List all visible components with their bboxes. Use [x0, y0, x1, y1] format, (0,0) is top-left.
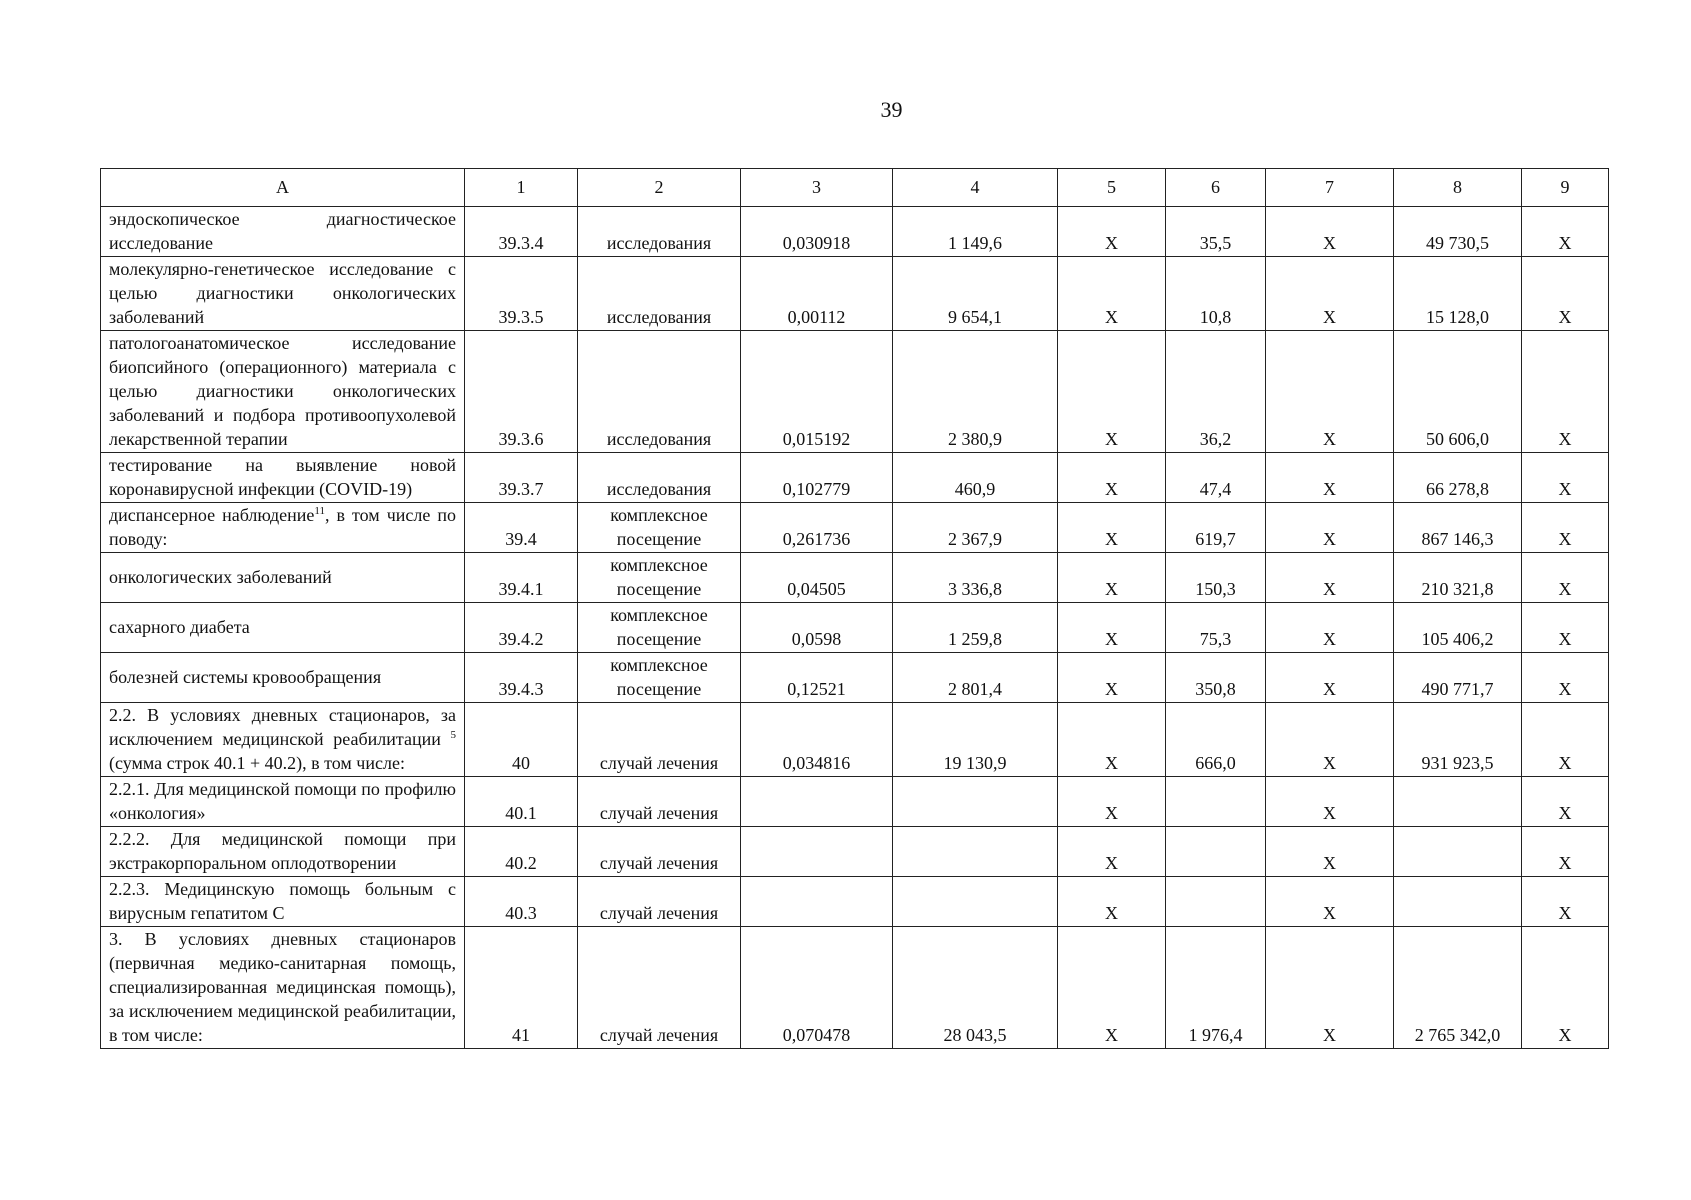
value-cell: 867 146,3	[1394, 503, 1522, 553]
row-description: сахарного диабета	[101, 603, 465, 653]
value-cell: 105 406,2	[1394, 603, 1522, 653]
row-number-cell: 40.1	[465, 777, 578, 827]
row-number-cell: 40.2	[465, 827, 578, 877]
value-cell	[741, 877, 893, 927]
row-number-cell: 39.3.5	[465, 257, 578, 331]
value-cell: X	[1058, 927, 1166, 1049]
value-cell	[1166, 877, 1266, 927]
table-row	[101, 207, 1609, 257]
value-cell: 0,0598	[741, 603, 893, 653]
row-description: 3. В условиях дневных стационаров (первичная медико-санитарная помощь, специализированная медицинская помощь), за исключением медицинской реабилитации, в том числе:	[101, 927, 465, 1049]
row-description: 2.2.1. Для медицинской помощи по профилю «онкология»	[101, 777, 465, 827]
value-cell: 210 321,8	[1394, 553, 1522, 603]
value-cell: 2 367,9	[893, 503, 1058, 553]
value-cell: X	[1058, 257, 1166, 331]
row-number-cell: 39.3.7	[465, 453, 578, 503]
value-cell: X	[1058, 703, 1166, 777]
value-cell: 10,8	[1166, 257, 1266, 331]
value-cell: X	[1058, 653, 1166, 703]
row-number-cell: 39.3.4	[465, 207, 578, 257]
unit-cell: случай лечения	[578, 703, 741, 777]
value-cell: 0,12521	[741, 653, 893, 703]
value-cell: X	[1522, 453, 1609, 503]
value-cell: 0,00112	[741, 257, 893, 331]
value-cell	[1394, 827, 1522, 877]
unit-cell: комплексное посещение	[578, 653, 741, 703]
value-cell: 2 380,9	[893, 331, 1058, 453]
value-cell: X	[1266, 927, 1394, 1049]
value-cell: 36,2	[1166, 331, 1266, 453]
value-cell: 0,034816	[741, 703, 893, 777]
value-cell: 0,030918	[741, 207, 893, 257]
value-cell	[741, 827, 893, 877]
column-header: 4	[893, 169, 1058, 207]
column-header: 7	[1266, 169, 1394, 207]
value-cell: 1 976,4	[1166, 927, 1266, 1049]
value-cell: 619,7	[1166, 503, 1266, 553]
value-cell: 50 606,0	[1394, 331, 1522, 453]
column-header: А	[101, 169, 465, 207]
table-row	[101, 257, 1609, 331]
value-cell: 2 765 342,0	[1394, 927, 1522, 1049]
row-description: болезней системы кровообращения	[101, 653, 465, 703]
unit-cell: случай лечения	[578, 877, 741, 927]
value-cell: X	[1058, 331, 1166, 453]
value-cell: X	[1266, 703, 1394, 777]
unit-cell: случай лечения	[578, 927, 741, 1049]
unit-cell: случай лечения	[578, 827, 741, 877]
value-cell: X	[1266, 777, 1394, 827]
row-description: молекулярно-генетическое исследование с целью диагностики онкологических заболеваний	[101, 257, 465, 331]
row-description: тестирование на выявление новой коронавирусной инфекции (COVID-19)	[101, 453, 465, 503]
row-description: диспансерное наблюдение$^{11}$, в том числе по поводу:	[101, 503, 465, 553]
value-cell: X	[1058, 603, 1166, 653]
value-cell: X	[1522, 207, 1609, 257]
value-cell: 460,9	[893, 453, 1058, 503]
value-cell: X	[1058, 877, 1166, 927]
value-cell	[1394, 777, 1522, 827]
row-number-cell: 39.4	[465, 503, 578, 553]
row-number-cell: 39.4.2	[465, 603, 578, 653]
value-cell: 666,0	[1166, 703, 1266, 777]
value-cell: 931 923,5	[1394, 703, 1522, 777]
unit-cell: исследования	[578, 331, 741, 453]
value-cell: 19 130,9	[893, 703, 1058, 777]
value-cell: X	[1058, 553, 1166, 603]
value-cell: 0,015192	[741, 331, 893, 453]
value-cell: X	[1266, 207, 1394, 257]
unit-cell: исследования	[578, 257, 741, 331]
value-cell: X	[1266, 331, 1394, 453]
data-table	[100, 168, 1609, 1049]
value-cell: 0,04505	[741, 553, 893, 603]
value-cell: X	[1266, 503, 1394, 553]
value-cell: X	[1522, 603, 1609, 653]
unit-cell: комплексное посещение	[578, 503, 741, 553]
column-header: 3	[741, 169, 893, 207]
value-cell: 490 771,7	[1394, 653, 1522, 703]
value-cell: 0,070478	[741, 927, 893, 1049]
value-cell: X	[1058, 777, 1166, 827]
value-cell: 75,3	[1166, 603, 1266, 653]
value-cell: X	[1522, 777, 1609, 827]
table-row	[101, 553, 1609, 603]
row-description: 2.2.3. Медицинскую помощь больным с вирусным гепатитом С	[101, 877, 465, 927]
unit-cell: комплексное посещение	[578, 603, 741, 653]
value-cell: X	[1522, 553, 1609, 603]
column-header: 9	[1522, 169, 1609, 207]
value-cell: 28 043,5	[893, 927, 1058, 1049]
value-cell: X	[1266, 453, 1394, 503]
value-cell	[741, 777, 893, 827]
value-cell: 350,8	[1166, 653, 1266, 703]
value-cell: 3 336,8	[893, 553, 1058, 603]
value-cell: 2 801,4	[893, 653, 1058, 703]
page-number: 39	[880, 97, 903, 122]
row-description: 2.2.2. Для медицинской помощи при экстракорпоральном оплодотворении	[101, 827, 465, 877]
row-description: патологоанатомическое исследование биопсийного (операционного) материала с целью диагностики онкологических заболеваний и подбора противоопухолевой лекарственной терапии	[101, 331, 465, 453]
table-row	[101, 827, 1609, 877]
value-cell: X	[1522, 503, 1609, 553]
unit-cell: исследования	[578, 453, 741, 503]
value-cell: 0,102779	[741, 453, 893, 503]
table-row	[101, 703, 1609, 777]
value-cell: 0,261736	[741, 503, 893, 553]
column-header: 6	[1166, 169, 1266, 207]
row-description: онкологических заболеваний	[101, 553, 465, 603]
row-number-cell: 39.4.1	[465, 553, 578, 603]
value-cell: X	[1058, 503, 1166, 553]
value-cell: X	[1266, 603, 1394, 653]
value-cell: X	[1522, 703, 1609, 777]
row-description: 2.2. В условиях дневных стационаров, за исключением медицинской реабилитации $^5$ (сумма строк 40.1 + 40.2), в том числе:	[101, 703, 465, 777]
row-number-cell: 39.4.3	[465, 653, 578, 703]
column-header: 8	[1394, 169, 1522, 207]
value-cell: X	[1522, 877, 1609, 927]
value-cell: X	[1522, 827, 1609, 877]
row-number-cell: 40.3	[465, 877, 578, 927]
table-row	[101, 603, 1609, 653]
value-cell: X	[1058, 453, 1166, 503]
row-number-cell: 39.3.6	[465, 331, 578, 453]
value-cell: X	[1266, 653, 1394, 703]
unit-cell: исследования	[578, 207, 741, 257]
value-cell	[893, 877, 1058, 927]
value-cell	[1394, 877, 1522, 927]
table-row	[101, 877, 1609, 927]
table-row	[101, 777, 1609, 827]
table-row	[101, 927, 1609, 1049]
value-cell: X	[1522, 927, 1609, 1049]
value-cell: 150,3	[1166, 553, 1266, 603]
value-cell: 49 730,5	[1394, 207, 1522, 257]
value-cell: 9 654,1	[893, 257, 1058, 331]
value-cell: X	[1266, 877, 1394, 927]
row-description: эндоскопическое диагностическое исследование	[101, 207, 465, 257]
row-number-cell: 41	[465, 927, 578, 1049]
value-cell: X	[1522, 331, 1609, 453]
table-row	[101, 331, 1609, 453]
table-row	[101, 503, 1609, 553]
row-number-cell: 40	[465, 703, 578, 777]
column-header: 2	[578, 169, 741, 207]
value-cell: X	[1522, 653, 1609, 703]
value-cell: 35,5	[1166, 207, 1266, 257]
value-cell	[893, 777, 1058, 827]
column-header: 5	[1058, 169, 1166, 207]
value-cell: X	[1058, 827, 1166, 877]
value-cell: 47,4	[1166, 453, 1266, 503]
value-cell: X	[1522, 257, 1609, 331]
value-cell	[1166, 777, 1266, 827]
value-cell: X	[1058, 207, 1166, 257]
value-cell	[893, 827, 1058, 877]
value-cell: 1 259,8	[893, 603, 1058, 653]
value-cell: X	[1266, 257, 1394, 331]
table-header-row	[101, 169, 1609, 207]
value-cell: X	[1266, 827, 1394, 877]
table-row	[101, 653, 1609, 703]
value-cell: 1 149,6	[893, 207, 1058, 257]
value-cell: 66 278,8	[1394, 453, 1522, 503]
unit-cell: случай лечения	[578, 777, 741, 827]
table-row	[101, 453, 1609, 503]
value-cell: X	[1266, 553, 1394, 603]
value-cell	[1166, 827, 1266, 877]
unit-cell: комплексное посещение	[578, 553, 741, 603]
value-cell: 15 128,0	[1394, 257, 1522, 331]
column-header: 1	[465, 169, 578, 207]
